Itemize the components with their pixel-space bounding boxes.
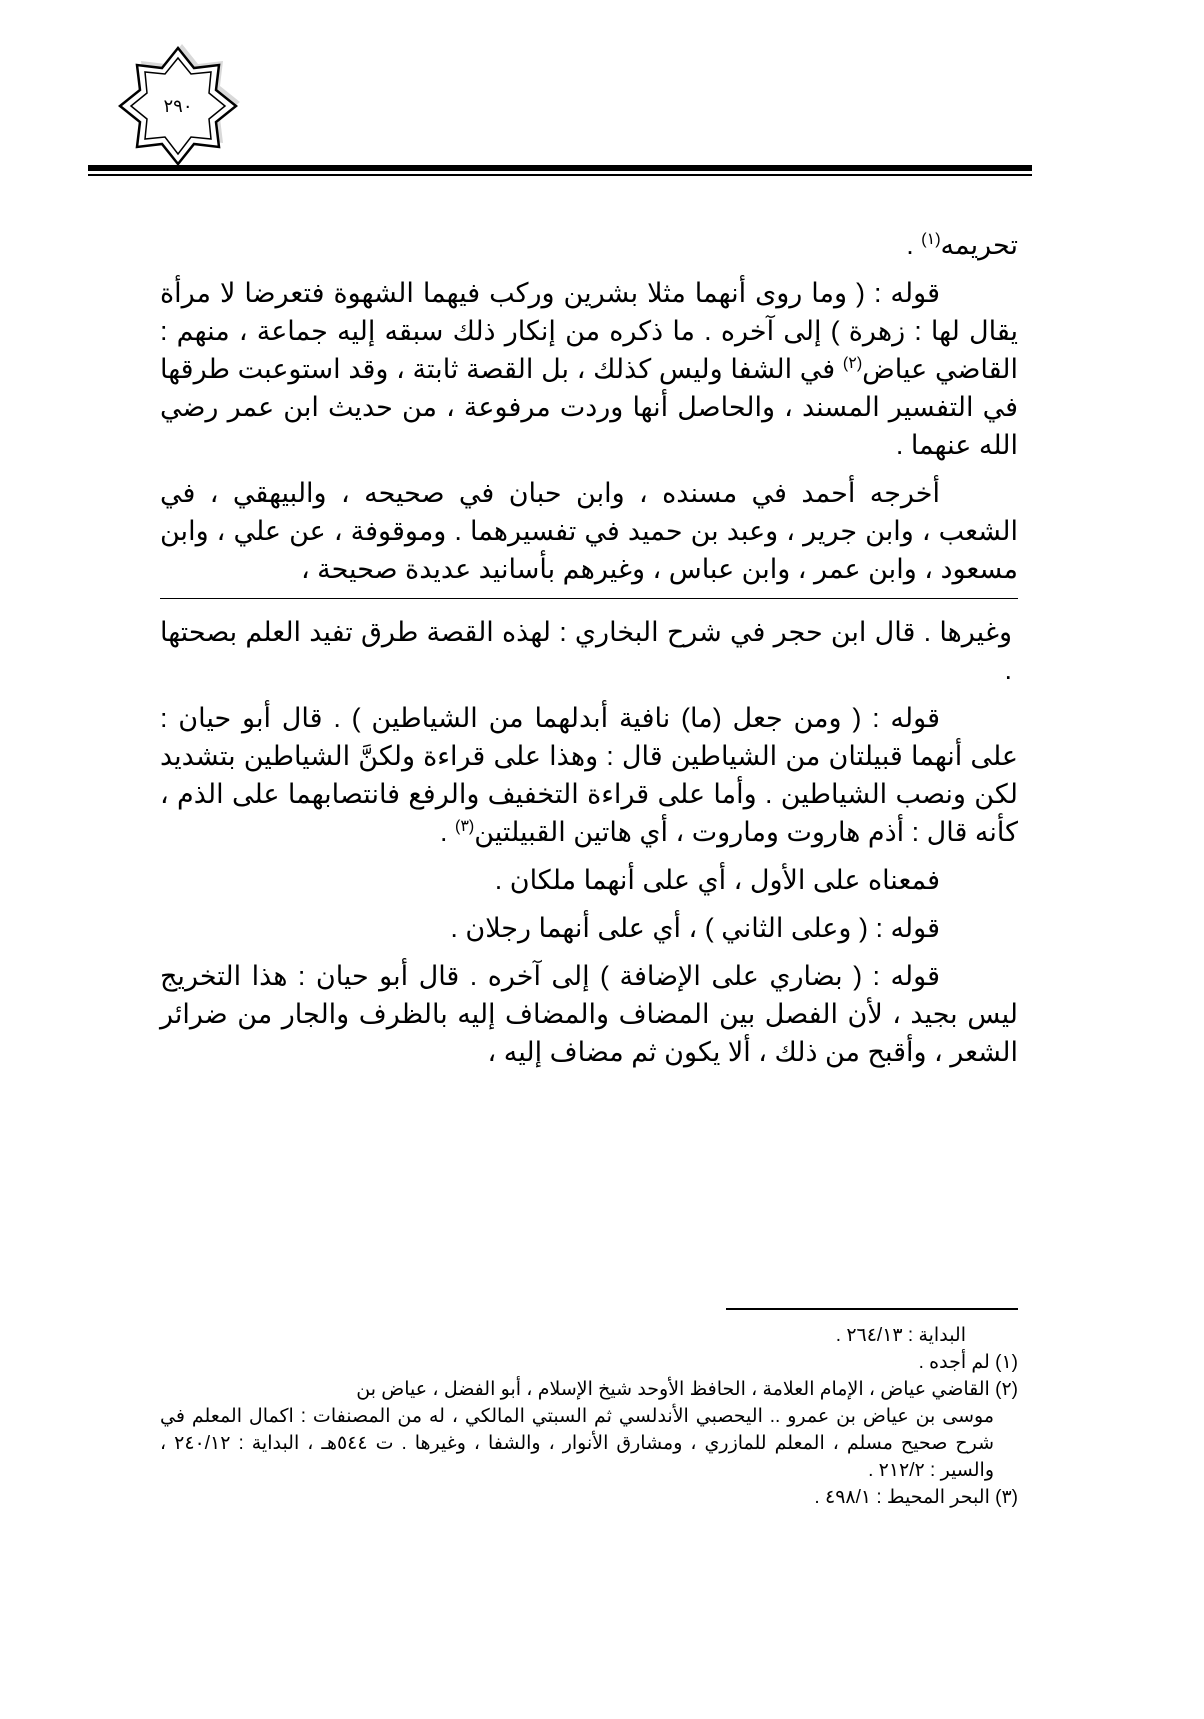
paragraph-5: قوله : ( ومن جعل (ما) نافية أبدلهما من الشياطين ) . قال أبو حيان : على أنهما قبيلتان من الشياطين قال : وهذا على قراءة ولكنَّ الشياطين بتشديد لكن ونصب الشياطين . وأما على قراءة التخفيف والرفع فانتصابهما على الذم ، كأنه قال : أذم هاروت وماروت ، أي هاتين القبيلتين$^{(٣)}$ . [160,703,1018,847]
footnote-source: البداية : ٢٦٤/١٣ . [835,1325,966,1346]
page-number-badge [112,40,244,172]
footnote-3: (٣) البحر المحيط : ٤٩٨/١ . [814,1487,1018,1508]
footnote-1: (١) لم أجده . [918,1352,1018,1373]
footnote-separator [726,1308,1018,1310]
footnotes [160,1322,1018,1511]
paragraph-6: فمعناه على الأول ، أي على أنهما ملكان . [494,865,940,895]
page-number: ٢٩٠ [163,95,193,117]
paragraph-7: قوله : ( وعلى الثاني ) ، أي على أنهما رجلان . [450,913,940,943]
paragraph-2: قوله : ( وما روى أنهما مثلا بشرين وركب فيهما الشهوة فتعرضا لا مرأة يقال لها : زهرة ) إلى آخره . ما ذكره من إنكار ذلك سبقه إليه جماعة ، منهم : القاضي عياض$^{(٢)}$ في الشفا وليس كذلك ، بل القصة ثابتة ، وقد استوعبت طرقها في التفسير المسند ، والحاصل أنها وردت مرفوعة ، من حديث ابن عمر رضي الله عنهما . [160,278,1019,460]
paragraph-1: تحريمه$^{(١)}$ . [906,230,1018,260]
body-text [160,226,1018,1081]
paragraph-4: وغيرها . قال ابن حجر في شرح البخاري : لهذه القصة طرق تفيد العلم بصحتها . [160,617,1012,685]
paragraph-8: قوله : ( بضاري على الإضافة ) إلى آخره . قال أبو حيان : هذا التخريج ليس بجيد ، لأن الفصل بين المضاف والمضاف إليه بالظرف والجار من ضرائر الشعر ، وأقبح من ذلك ، ألا يكون ثم مضاف إليه ، [160,961,1018,1067]
footnote-2-continued: موسى بن عياض بن عمرو .. اليحصبي الأندلسي ثم السبتي المالكي ، له من المصنفات : اكمال المعلم في شرح صحيح مسلم ، المعلم للمازري ، ومشارق الأنوار ، والشفا ، وغيرها . ت ٥٤٤هـ ، البداية : ٢٤٠/١٢ ، والسير : ٢١٢/٢ . [160,1406,994,1481]
footnote-ref-1: (١) [921,231,941,248]
header-rule-thick [88,165,1032,171]
header-rule-thin [88,174,1032,176]
footnote-2: (٢) القاضي عياض ، الإمام العلامة ، الحافظ الأوحد شيخ الإسلام ، أبو الفضل ، عياض بن [356,1379,1018,1400]
paragraph-3: أخرجه أحمد في مسنده ، وابن حبان في صحيحه ، والبيهقي ، في الشعب ، وابن جرير ، وعبد بن حميد في تفسيرهما . وموقوفة ، عن علي ، وابن مسعود ، وابن عمر ، وابن عباس ، وغيرهم بأسانيد عديدة صحيحة ، [160,478,1018,584]
footnote-ref-2: (٢) [842,355,863,372]
footnote-ref-3: (٣) [454,818,475,835]
